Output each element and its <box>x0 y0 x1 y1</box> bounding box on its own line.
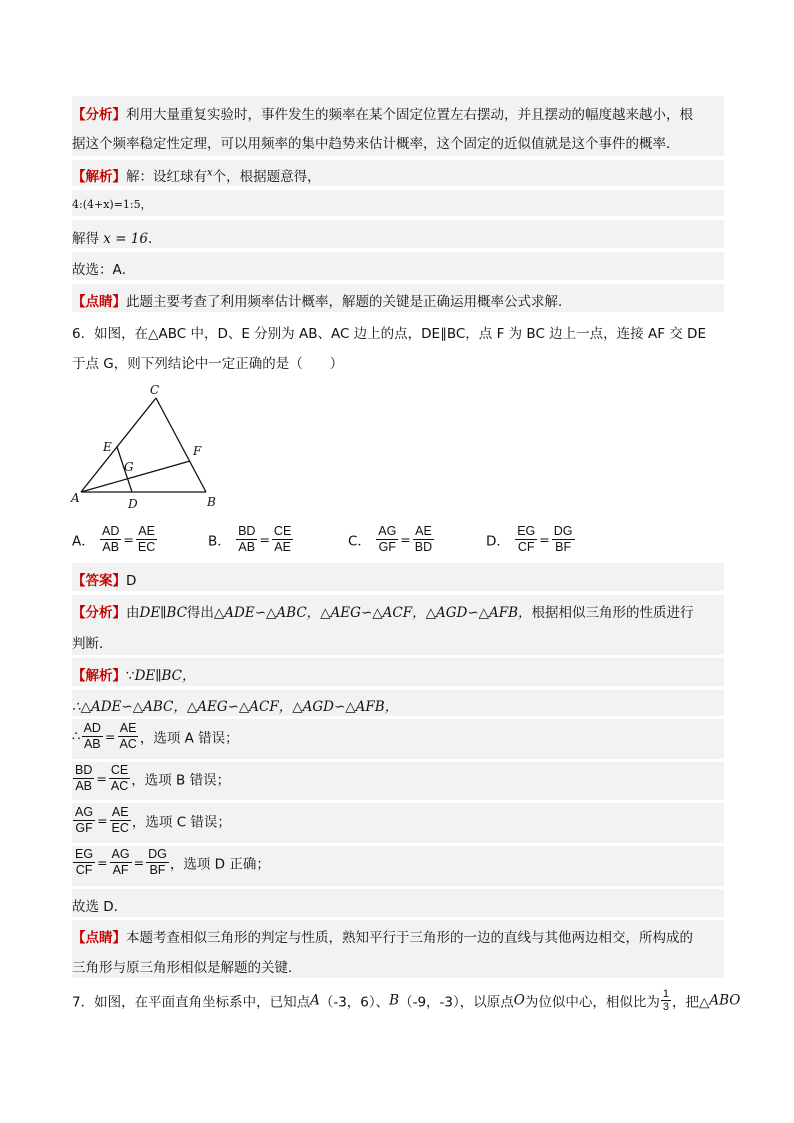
q7-stem <box>72 988 740 1013</box>
fraction <box>552 524 575 555</box>
denominator: AB <box>238 540 256 554</box>
text-span: 4:(4+x)=1:5， <box>72 198 152 211</box>
denominator: GF <box>75 821 93 835</box>
denominator: AB <box>83 737 101 751</box>
q6-option-a <box>72 524 158 555</box>
equals-sign: = <box>97 813 108 828</box>
q5-result-block <box>72 220 724 248</box>
equals-sign: = <box>96 771 107 786</box>
fraction <box>146 847 169 878</box>
segment-AF <box>81 461 190 492</box>
analysis-tag: 【分析】 <box>72 107 126 123</box>
fraction <box>73 763 94 794</box>
q6-comment-line1 <box>72 926 693 946</box>
denominator: AC <box>119 737 137 751</box>
text-span: B． <box>208 533 231 550</box>
numerator: AG <box>111 847 130 861</box>
numerator: BD <box>75 763 93 777</box>
text-span: ，选项 D 正确； <box>169 856 270 873</box>
q6-option-d <box>486 524 576 555</box>
fraction <box>272 524 293 555</box>
text-span: 为位似中心，相似比为 <box>524 994 660 1011</box>
q5-choice <box>72 258 135 278</box>
text-span: 判断． <box>72 636 113 652</box>
label-F: F <box>193 444 202 458</box>
fraction <box>117 721 138 752</box>
q6-answer-block <box>72 563 724 591</box>
denominator: CF <box>517 540 535 554</box>
q6-triangle-figure <box>66 378 236 514</box>
q6-choice <box>72 895 127 915</box>
fraction <box>73 847 95 878</box>
numerator: AE <box>138 524 155 538</box>
q6-solution-line2 <box>72 695 398 715</box>
numerator: DG <box>148 847 167 861</box>
numerator: CE <box>273 524 292 538</box>
solution-tag: 【解析】 <box>72 169 126 185</box>
text-span: 【分析】 <box>72 605 126 621</box>
text-span: 此题主要考查了利用频率估计概率，解题的关键是正确运用概率公式求解． <box>126 294 572 310</box>
q6-comment-line2 <box>72 956 302 976</box>
fraction <box>73 805 95 836</box>
fraction <box>236 524 257 555</box>
denominator: AB <box>75 779 93 793</box>
text-span: ∴ <box>72 728 81 745</box>
numerator: AG <box>378 524 397 538</box>
text-span: 得出 <box>186 605 214 621</box>
text-span: 于点 G，则下列结论中一定正确的是（ ） <box>72 356 344 372</box>
text-span: ∵ <box>126 668 135 684</box>
text-span: 解得 <box>72 231 99 247</box>
denominator: BF <box>555 540 572 554</box>
text-span: ，把△ <box>671 994 710 1011</box>
text-span: B <box>389 992 400 1009</box>
numerator: DG <box>553 524 573 538</box>
q5-equation <box>72 196 152 212</box>
text-span: 由 <box>126 605 140 621</box>
text-span: 故选：A． <box>72 262 136 278</box>
text-span: 本题考查相似三角形的判定与性质，熟知平行于三角形的一边的直线与其他两边相交，所构成的 <box>126 930 693 946</box>
q6-solution-s2 <box>72 763 230 794</box>
text-span: A <box>310 992 320 1009</box>
text-span: 【解析】 <box>72 668 126 684</box>
q5-equation-block <box>72 190 724 216</box>
denominator: GF <box>378 540 396 554</box>
text-span: ，选项 C 错误； <box>131 814 231 831</box>
q5-analysis-line2 <box>72 132 680 152</box>
text-span: ，选项 B 错误； <box>131 772 231 789</box>
q6-answer-line <box>72 569 136 589</box>
numerator: AD <box>102 524 120 538</box>
denominator: 3 <box>662 1001 669 1013</box>
q6-option-c <box>348 524 435 555</box>
q6-option-b <box>208 524 294 555</box>
q6-solution-s3 <box>72 805 231 836</box>
denominator: AE <box>274 540 291 554</box>
text-span: 个，根据题意得， <box>212 169 321 185</box>
equals-sign: = <box>539 532 550 547</box>
text-span: （-9，-3） <box>399 994 460 1011</box>
comment-tag: 【点睛】 <box>72 294 126 310</box>
numerator: AG <box>75 805 94 819</box>
side-AC <box>81 398 156 492</box>
text-span: 故选 D． <box>72 899 128 915</box>
q6-answer-value: D <box>126 573 137 589</box>
q6-choice-block <box>72 889 724 917</box>
fraction <box>110 805 131 836</box>
q6-solution-s4 <box>72 847 270 878</box>
text-span: ，以原点 <box>459 994 514 1011</box>
q6-analysis-line2 <box>72 632 113 652</box>
equals-sign: = <box>104 729 116 744</box>
label-C: C <box>150 383 160 397</box>
numerator: AE <box>119 721 137 735</box>
numerator: BD <box>238 524 256 538</box>
q5-comment-line <box>72 290 572 310</box>
equals-sign: = <box>259 532 270 547</box>
q6-analysis-line1 <box>72 601 694 621</box>
label-B: B <box>207 495 216 509</box>
fraction <box>376 524 398 555</box>
text-span: 据这个频率稳定性定理，可以用频率的集中趋势来估计概率，这个固定的近似值就是这个事件的概率． <box>72 136 680 152</box>
equals-sign: = <box>97 855 108 870</box>
text-span: ABO <box>709 992 741 1009</box>
fraction <box>515 524 537 555</box>
denominator: AB <box>102 540 120 554</box>
label-A: A <box>71 491 80 505</box>
text-span: C． <box>348 533 371 550</box>
fraction <box>82 721 103 752</box>
q5-solution-line: 【解析】解：设红球有$^x$个，根据题意得， <box>72 167 321 185</box>
text-span: 根据相似三角形的性质进行 <box>531 605 694 621</box>
numerator: EG <box>517 524 536 538</box>
fraction <box>413 524 434 555</box>
text-span: 解：设红球有 <box>126 169 207 185</box>
text-span: O <box>513 992 525 1009</box>
denominator: AC <box>110 779 129 793</box>
numerator: CE <box>110 763 129 777</box>
q6-solution-line1 <box>72 664 196 684</box>
text-span: DE∥BC， <box>134 668 196 684</box>
q6-stem-line1 <box>72 322 706 342</box>
label-E: E <box>103 440 112 454</box>
denominator: CF <box>75 863 93 877</box>
text-span: ． <box>147 231 162 247</box>
denominator: BD <box>414 540 433 554</box>
text-span: ∴△ADE∽△ABC，△AEG∽△ACF，△AGD∽△AFB， <box>72 699 399 715</box>
denominator: BF <box>149 863 166 877</box>
denominator: EC <box>111 821 129 835</box>
text-span: △ADE∽△ABC，△AEG∽△ACF，△AGD∽△AFB， <box>213 605 532 621</box>
fraction <box>110 847 132 878</box>
equals-sign: = <box>133 855 145 870</box>
text-span: ，选项 A 错误； <box>139 730 239 747</box>
numerator: AE <box>111 805 129 819</box>
text-span: （-3，6）、 <box>319 994 390 1011</box>
q5-analysis-text1: 利用大量重复实验时，事件发生的频率在某个固定位置左右摆动，并且摆动的幅度越来越小，根 <box>126 107 693 123</box>
fraction <box>661 988 671 1013</box>
text-span: D． <box>486 533 510 550</box>
text-span: 三角形与原三角形相似是解题的关键． <box>72 960 302 976</box>
text-span: DE∥BC <box>139 605 187 621</box>
fraction <box>109 763 130 794</box>
q5-choice-block <box>72 252 724 280</box>
q5-result-line <box>72 227 161 247</box>
text-span: A． <box>72 533 95 550</box>
fraction <box>136 524 157 555</box>
answer-tag: 【答案】 <box>72 573 126 589</box>
q5-analysis-line1 <box>72 103 693 123</box>
label-D: D <box>128 497 138 511</box>
label-G: G <box>124 460 134 474</box>
denominator: EC <box>137 540 156 554</box>
fraction <box>100 524 121 555</box>
denominator: AF <box>112 863 129 877</box>
text-span: x = 16 <box>103 231 148 247</box>
equals-sign: = <box>123 532 134 547</box>
q6-solution-s1 <box>72 721 239 752</box>
q6-stem-line2 <box>72 352 343 372</box>
numerator: EG <box>75 847 94 861</box>
numerator: 1 <box>662 988 669 1000</box>
text-span: 6．如图，在△ABC 中，D、E 分别为 AB、AC 边上的点，DE∥BC，点 F 为 BC 边上一点，连接 AF 交 DE <box>72 326 706 342</box>
numerator: AE <box>415 524 432 538</box>
numerator: AD <box>83 721 101 735</box>
text-span: 7．如图，在平面直角坐标系中，已知点 <box>72 994 311 1011</box>
equals-sign: = <box>400 532 411 547</box>
text-span: 【点睛】 <box>72 930 126 946</box>
